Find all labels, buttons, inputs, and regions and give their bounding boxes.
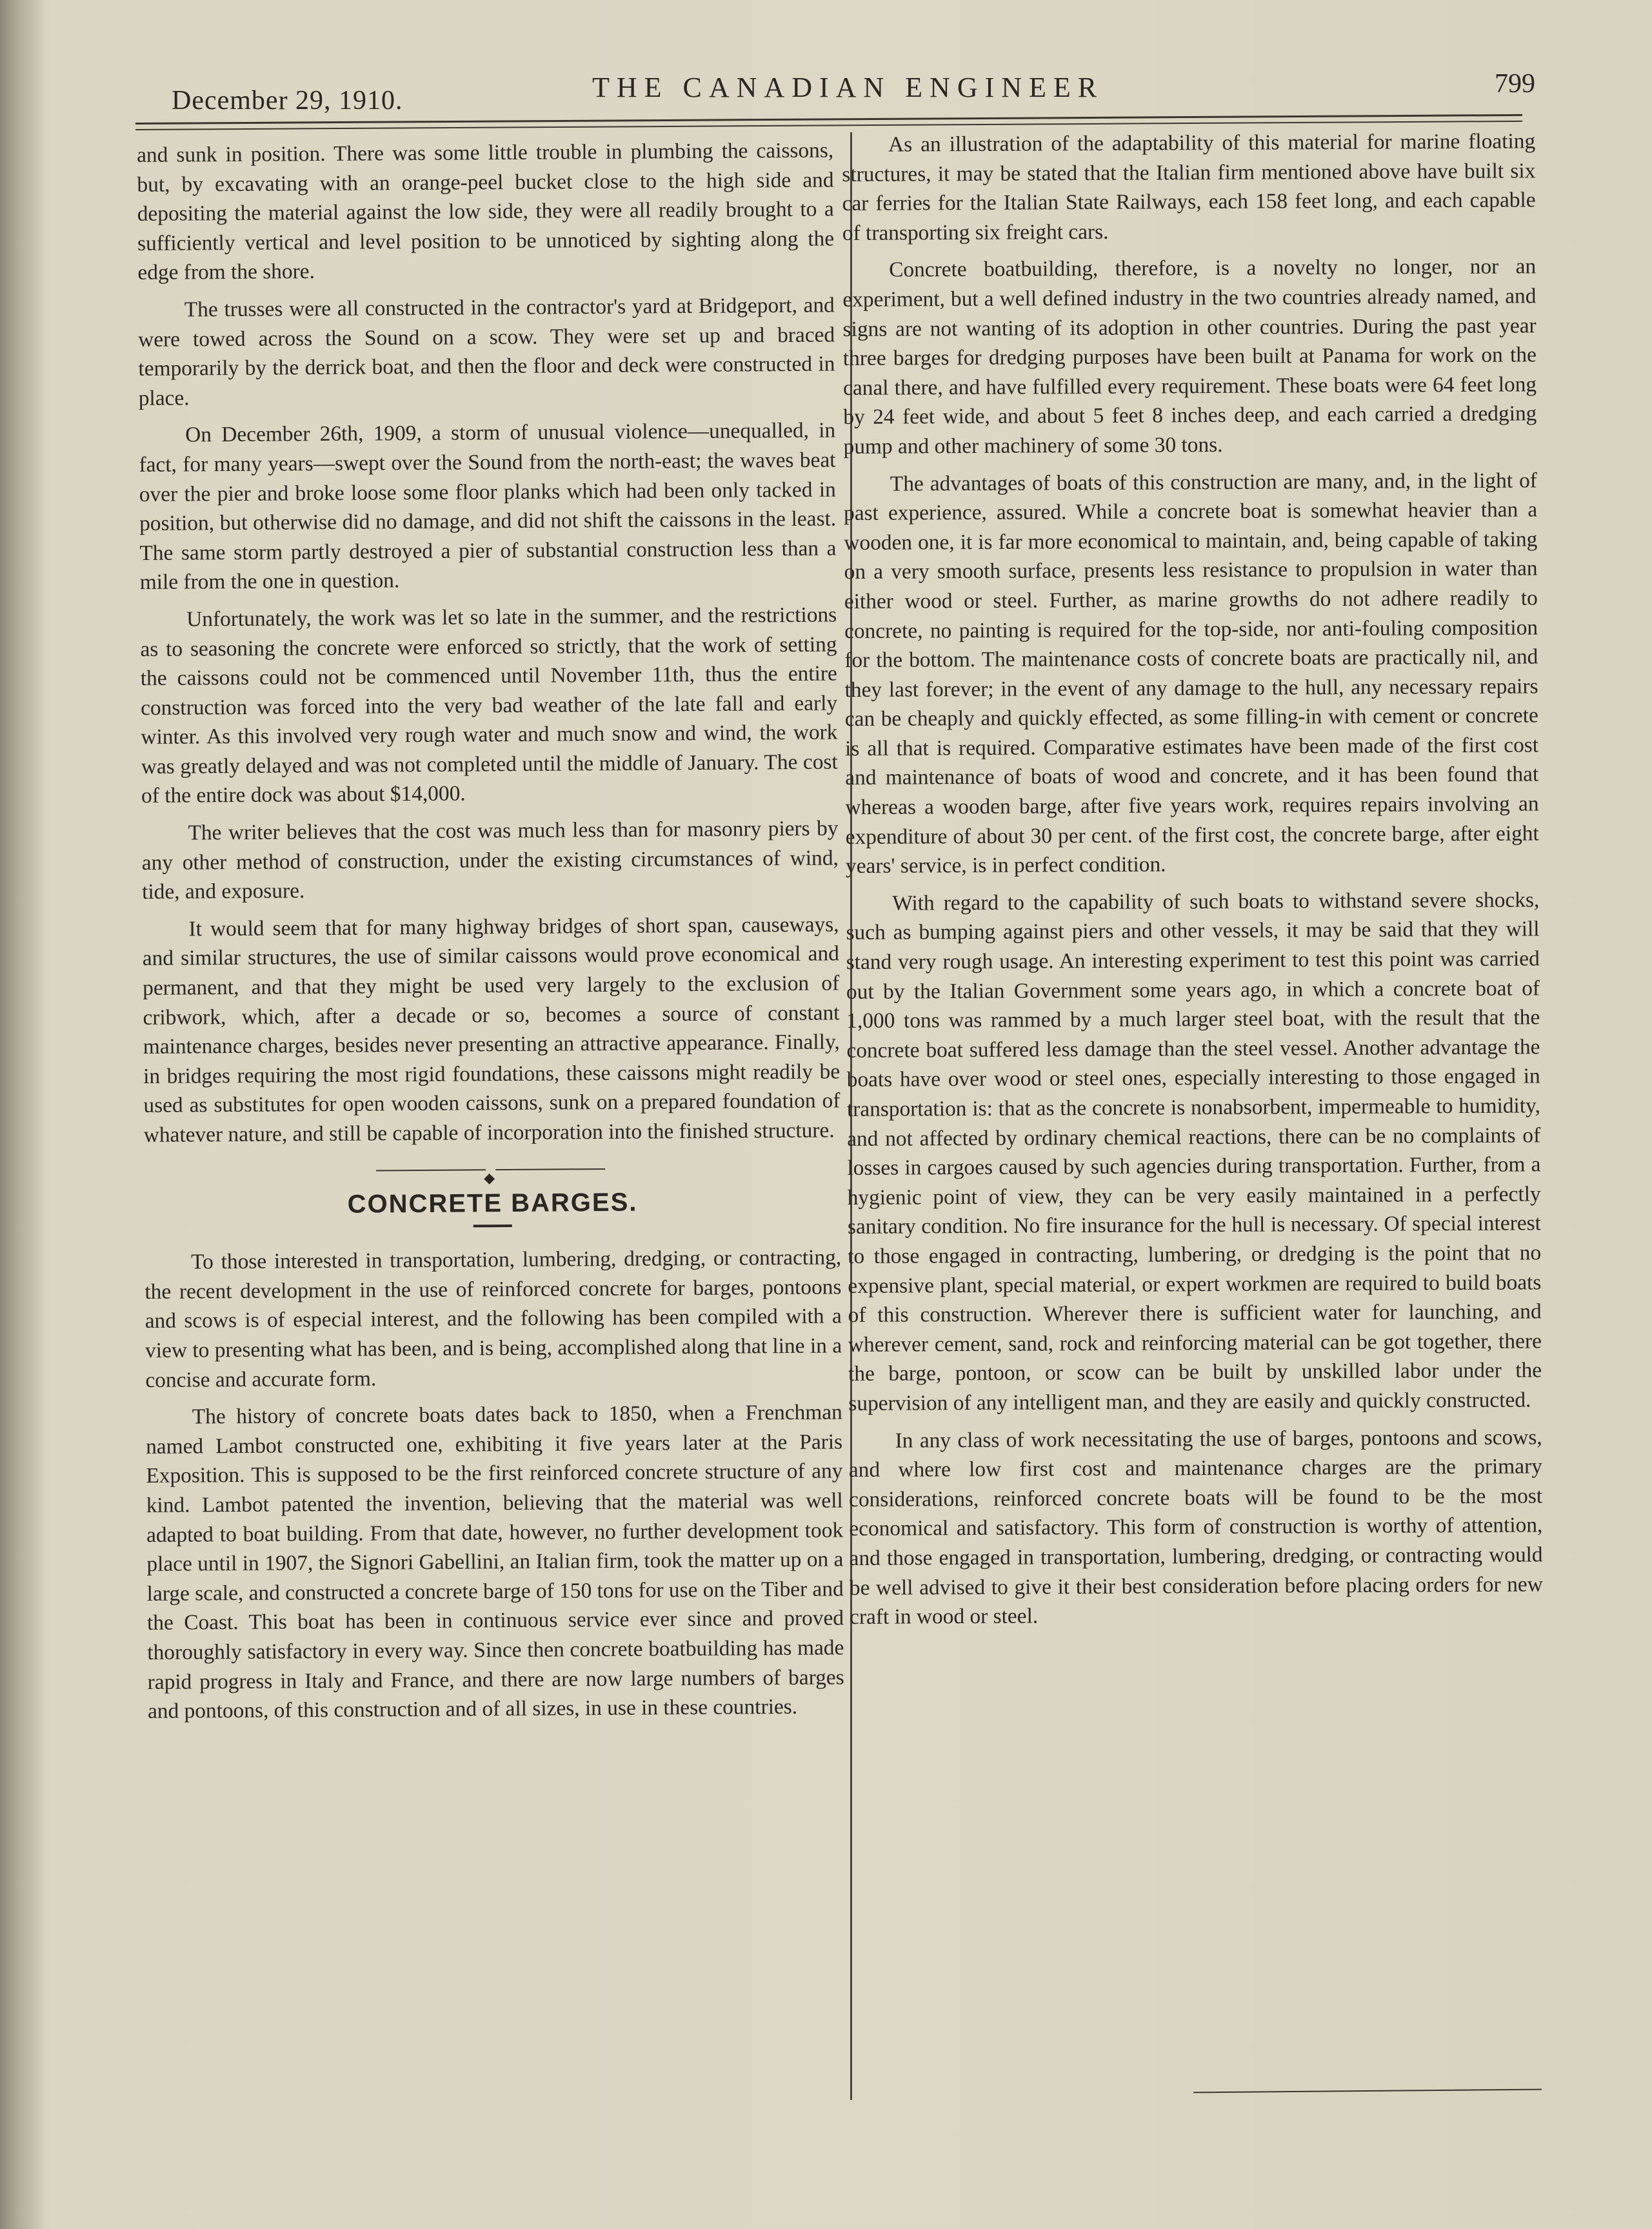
paragraph: The writer believes that the cost was much less than for masonry piers by any other method of construction, under the existing circumstances of wind, tide, and exposure. (141, 816, 839, 905)
paragraph: With regard to the capability of such boats to withstand severe shocks, such as bumping against piers and other vessels, it may be said that they will stand very rough usage. An interesting experiment to test this point was carried out by the Italian Government some years ago, in which a concrete boat of 1,000 tons was rammed by a much larger steel boat, with the result that the concrete boat suffered less damage than the steel vessel. Another advantage the boats have over wood or steel ones, especially interesting to those engaged in transportation is: that as the concrete is nonabsorbent, impermeable to humidity, and not affected by ordinary chemical reactions, there can be no complaints of losses in cargoes caused by such agencies during transportation. Further, from a hygienic point of view, they can be very easily maintained in a perfectly sanitary condition. No fire insurance for the hull is necessary. Of special interest to those engaged in contracting, lumbering, or dredging is the point that no expensive plant, special material, or expert workmen are required to build boats of this construction. Wherever there is sufficient water for launching, and wherever cement, sand, rock and reinforcing material can be got together, there the barge, pontoon, or scow can be built by unskilled labor under the supervision of any intelligent man, and they are easily and quickly constructed. (846, 888, 1542, 1415)
paragraph: Concrete boatbuilding, therefore, is a novelty no longer, nor an experiment, but a well defined industry in the two countries already named, and signs are not wanting of its adoption in other countries. During the past year three barges for dredging purposes have been built at Panama for work on the canal there, and have fulfilled every requirement. These boats were 64 feet long by 24 feet wide, and about 5 feet 8 inches deep, and each carried a dredging pump and other machinery of some 30 tons. (842, 254, 1537, 459)
paragraph: In any class of work necessitating the use of barges, pontoons and scows, and where low first cost and maintenance charges are the primary considerations, reinforced concrete boats will be found to be the most economical and satisfactory. This form of construction is worthy of attention, and those engaged in transportation, lumbering, dredging, or contracting would be well advised to give it their best consideration before placing orders for new craft in wood or steel. (848, 1424, 1543, 1630)
journal-title: THE CANADIAN ENGINEER (592, 72, 1104, 103)
section-heading: CONCRETE BARGES. (347, 1188, 638, 1219)
page-number: 799 (1495, 69, 1535, 99)
paragraph: It would seem that for many highway bridges of short span, causeways, and similar structures, the use of similar caissons would prove economical and permanent, and that they might be used very largely to the exclusion of cribwork, which, after a decade or so, becomes a source of constant maintenance charges, besides never presenting an attractive appearance. Finally, in bridges requiring the most rigid foundations, these caissons might readily be used as substitutes for open wooden caissons, sunk on a prepared foundation of whatever nature, and still be capable of incorporation into the finished structure. (142, 912, 841, 1147)
ornament-diamond-icon: ◆ (484, 1169, 495, 1186)
page-header (161, 63, 1535, 115)
ornament-line-right (495, 1168, 605, 1170)
issue-date: December 29, 1910. (172, 86, 403, 115)
paragraph: On December 26th, 1909, a storm of unusual violence—unequalled, in fact, for many years—swept over the Sound from the north-east; the waves beat over the pier and broke loose some floor planks which had been only tacked in position, but otherwise did no damage, and did not shift the caissons in the least. The same storm partly destroyed a pier of substantial construction less than a mile from the one in question. (139, 418, 837, 595)
paragraph: The advantages of boats of this construction are many, and, in the light of past experience, assured. While a concrete boat is somewhat heavier than a wooden one, it is far more economical to maintain, and, being capable of taking on a very smooth surface, presents less resistance to propulsion in water than either wood or steel. Further, as marine growths do not adhere readily to concrete, no painting is required for the top-side, nor anti-fouling composition for the bottom. The maintenance costs of concrete boats are practically nil, and they last forever; in the event of any damage to the hull, any necessary repairs can be cheaply and quickly effected, as some filling-in with cement or concrete is all that is required. Comparative estimates have been made of the first cost and maintenance of boats of wood and concrete, and it has been found that whereas a wooden barge, after five years work, requires repairs involving an expenditure of about 30 per cent. of the first cost, the concrete barge, after eight years' service, is in perfect condition. (844, 468, 1539, 879)
paragraph: The trusses were all constructed in the contractor's yard at Bridgeport, and were towed across the Sound on a scow. They were set up and braced temporarily by the derrick boat, and then the floor and deck were constructed in place. (138, 293, 835, 410)
section-ornament (144, 1161, 841, 1186)
paragraph: As an illustration of the adaptability of this material for marine floating structures, it may be stated that the Italian firm mentioned above have built six car ferries for the Italian State Railways, each 158 feet long, and each capable of transporting six freight cars. (842, 129, 1536, 245)
paragraph: To those interested in transportation, lumbering, dredging, or contracting, the recent development in the use of reinforced concrete for barges, pontoons and scows is of especial interest, and the following has been compiled with a view to presenting what has been, and is being, accomplished along that line in a concise and accurate form. (144, 1245, 842, 1392)
binding-shadow (0, 0, 45, 2229)
paragraph: Unfortunately, the work was let so late in the summer, and the restrictions as to seasoning the concrete were enforced so strictly, that the work of setting the caissons could not be commenced until November 11th, thus the entire construction was forced into the very bad weather of the late fall and early winter. As this involved very rough water and much snow and wind, the work was greatly delayed and was not completed until the middle of January. The cost of the entire dock was about $14,000. (140, 603, 838, 808)
right-column (842, 126, 1543, 1639)
heading-rule (473, 1224, 512, 1227)
paragraph: The history of concrete boats dates back to 1850, when a Frenchman named Lambot constructed one, exhibiting it five years later at the Paris Exposition. This is supposed to be the first reinforced concrete structure of any kind. Lambot patented the invention, believing that the material was well adapted to boat building. From that date, however, no further development took place until in 1907, the Signori Gabellini, an Italian firm, took the matter up on a large scale, and constructed a concrete barge of 150 tons for use on the Tiber and the Coast. This boat has been in continuous service ever since and proved thoroughly satisfactory in every way. Since then concrete boatbuilding has made rapid progress in Italy and France, and there are now large numbers of barges and pontoons, of this construction and of all sizes, in use in these countries. (146, 1400, 844, 1724)
ornament-line-left (376, 1169, 486, 1171)
end-rule (1193, 2089, 1542, 2094)
paragraph: and sunk in position. There was some little trouble in plumbing the caissons, but, by excavating with an orange-peel bucket close to the high side and depositing the material against the low side, they were all readily brought to a sufficiently vertical and level position to be unnoticed by sighting along the edge from the shore. (137, 138, 835, 285)
left-column (137, 135, 844, 1734)
